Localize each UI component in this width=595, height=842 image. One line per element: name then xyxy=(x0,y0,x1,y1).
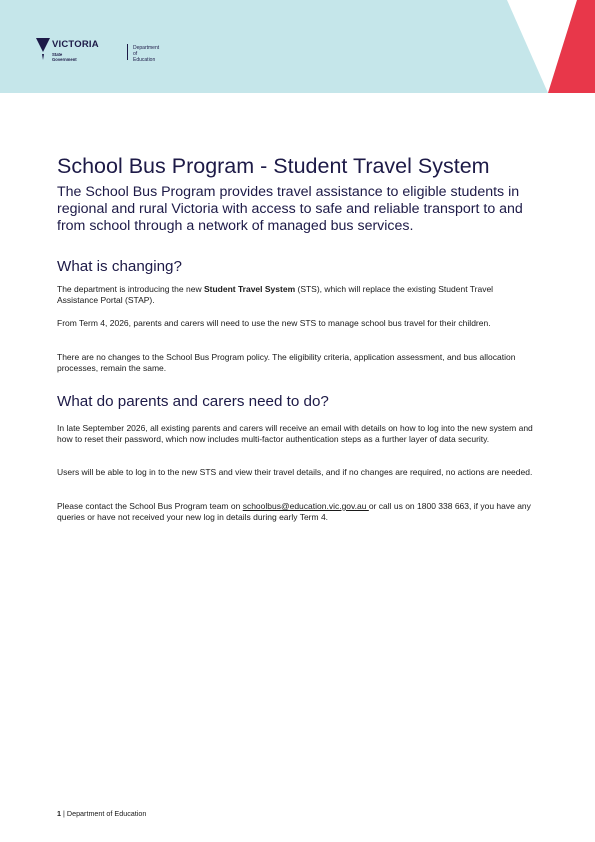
logo-subtitle xyxy=(52,52,77,62)
s2p3-text-a: Please contact the School Bus Program team on xyxy=(57,501,243,511)
logo-divider xyxy=(127,44,128,60)
s1p1-text-b: (STS), which will replace the existing Student Travel Assistance Portal (STAP). xyxy=(57,284,494,305)
page-footer xyxy=(57,809,146,818)
section2-paragraph-2: Users will be able to log in to the new STS and view their travel details, and if no changes are required, no actions are needed. xyxy=(57,467,533,477)
logo-sub-line-2: Government xyxy=(52,57,77,62)
footer-text: Department of Education xyxy=(66,809,147,818)
footer-separator: | xyxy=(61,809,67,818)
intro-paragraph: The School Bus Program provides travel assistance to eligible students in regional and rural Victoria with access to safe and reliable transport to and from school through a network of managed bus services. xyxy=(57,184,523,235)
s2p3-text-b: or call us on 1800 338 663, if you have any queries or have not received your new log in details during early Term 4. xyxy=(57,501,531,522)
section-heading-changing: What is changing? xyxy=(57,258,182,275)
section1-paragraph-1 xyxy=(57,284,535,305)
section1-paragraph-2: From Term 4, 2026, parents and carers will need to use the new STS to manage school bus travel for their children. xyxy=(57,318,491,328)
section-heading-parents: What do parents and carers need to do? xyxy=(57,393,329,410)
dept-line-1: Department xyxy=(133,45,160,51)
page-title: School Bus Program - Student Travel System xyxy=(57,154,490,178)
department-name xyxy=(133,45,159,63)
section2-paragraph-1: In late September 2026, all existing parents and carers will receive an email with details on how to log into the new system and how to reset their password, which now includes multi-factor authentication steps as a further layer of data security. xyxy=(57,423,533,444)
s1p1-bold: Student Travel System xyxy=(203,284,296,294)
logo-wordmark: VICTORIA xyxy=(52,39,99,50)
section2-paragraph-3 xyxy=(57,501,535,522)
logo-sub-line-1: State xyxy=(52,52,63,57)
dept-line-2: of Education xyxy=(133,51,156,63)
s1p1-text-a: The department is introducing the new xyxy=(57,284,204,294)
section1-paragraph-3: There are no changes to the School Bus Program policy. The eligibility criteria, application assessment, and bus allocation processes, remain the same. xyxy=(57,352,516,373)
email-link[interactable]: schoolbus@education.vic.gov.au xyxy=(242,501,369,511)
page-number: 1 xyxy=(57,809,61,818)
